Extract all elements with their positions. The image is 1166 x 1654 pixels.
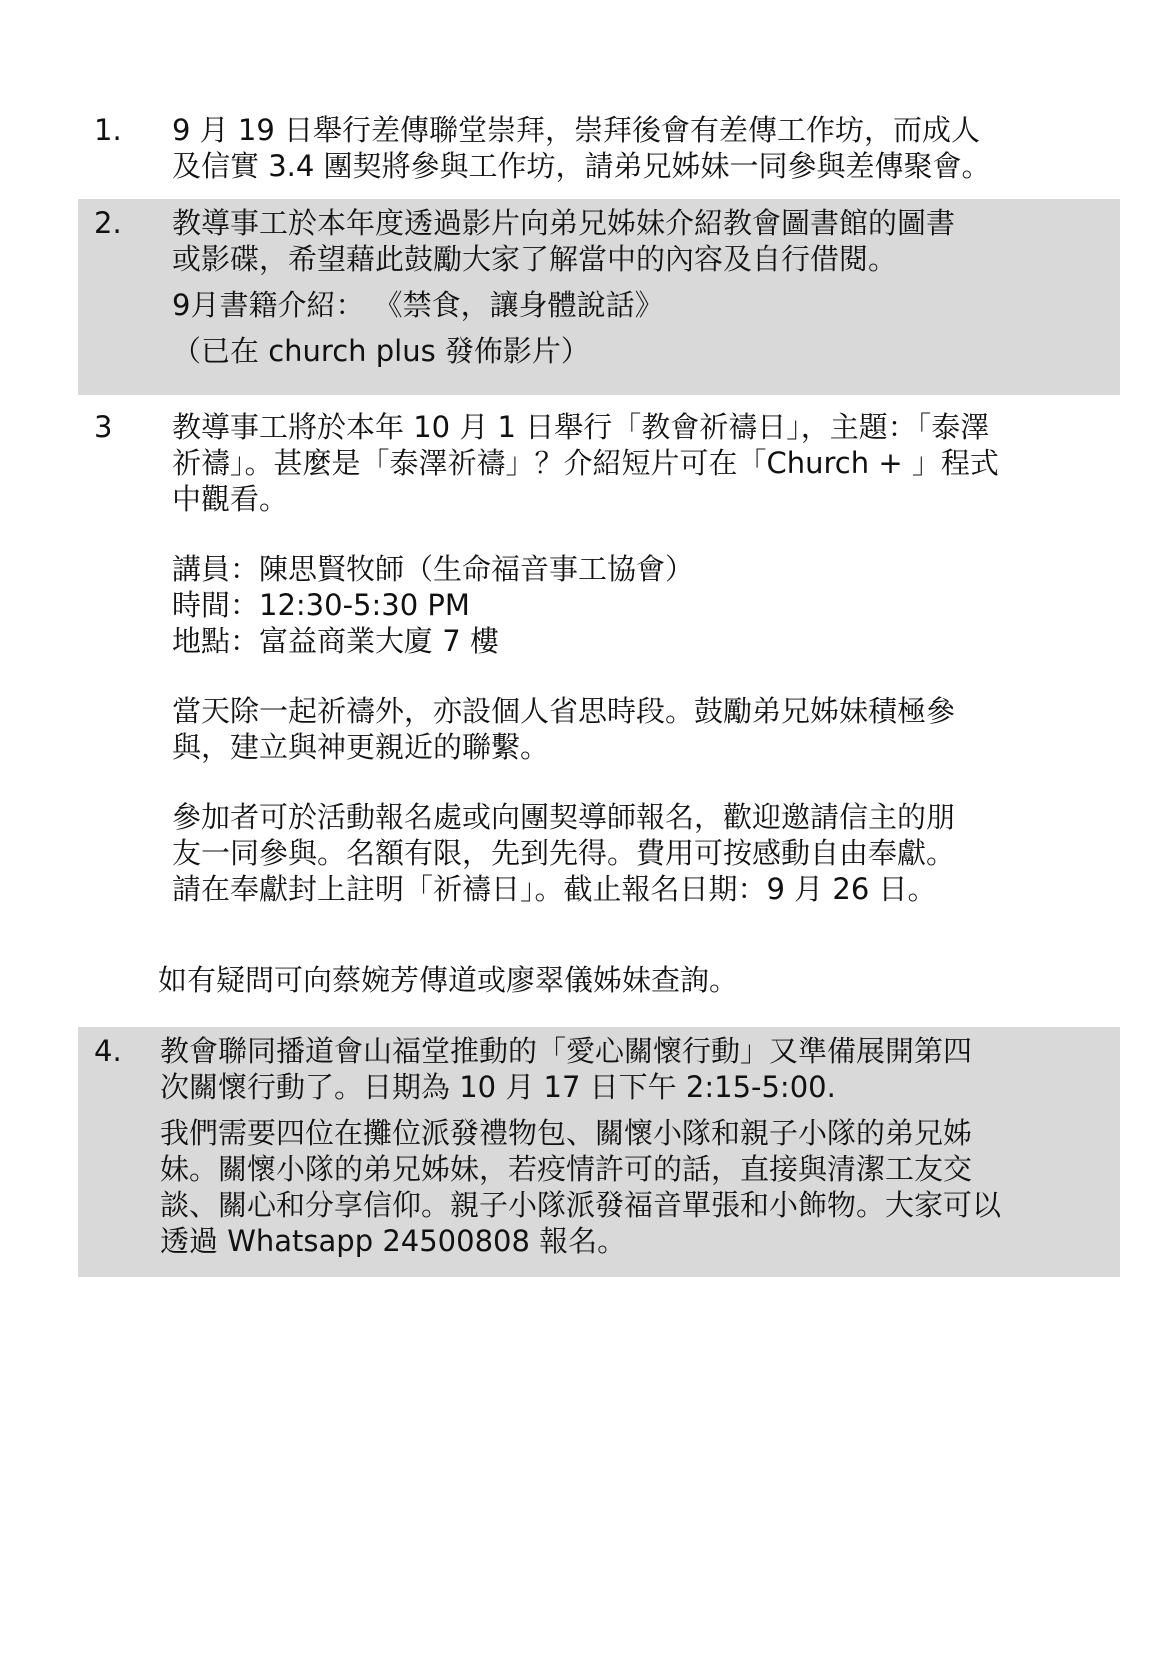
speaker-detail: 講員：陳思賢牧師（生命福音事工協會） <box>172 552 695 586</box>
item-text-line: 透過 Whatsapp 24500808 報名。 <box>160 1224 627 1258</box>
notice-item-4 <box>78 1027 1120 1277</box>
item-text-line: 教會聯同播道會山福堂推動的「愛心關懷行動」又準備展開第四 <box>160 1034 973 1068</box>
item-text-line: 請在奉獻封上註明「祈禱日」。截止報名日期：9 月 26 日。 <box>172 872 937 906</box>
item-text-line: 祈禱」。甚麼是「泰澤祈禱」？介紹短片可在「Church + 」程式 <box>172 446 999 480</box>
item-text-line: 與，建立與神更親近的聯繫。 <box>172 730 550 764</box>
item-text-line: 當天除一起祈禱外，亦設個人省思時段。鼓勵弟兄姊妹積極參 <box>172 694 956 728</box>
item-text-line: 中觀看。 <box>172 482 289 516</box>
notice-item-2 <box>78 199 1120 395</box>
item-text-line: 我們需要四位在攤位派發禮物包、關懷小隊和親子小隊的弟兄姊 <box>160 1116 973 1150</box>
video-note: （已在 church plus 發佈影片） <box>172 334 590 368</box>
item-number: 3 <box>94 410 113 444</box>
item-number: 2. <box>94 206 122 240</box>
notice-item-3 <box>78 405 1120 905</box>
item-number: 4. <box>94 1034 122 1068</box>
item-text-line: 教導事工將於本年 10 月 1 日舉行「教會祈禱日」，主題：「泰澤 <box>172 410 990 444</box>
contact-note: 如有疑問可向蔡婉芳傳道或廖翠儀姊妹查詢。 <box>158 963 739 997</box>
item-text-line: 教導事工於本年度透過影片向弟兄姊妹介紹教會圖書館的圖書 <box>172 206 956 240</box>
item-text-line: 參加者可於活動報名處或向團契導師報名，歡迎邀請信主的朋 <box>172 800 956 834</box>
notice-item-1 <box>78 110 1120 190</box>
time-detail: 時間：12:30-5:30 PM <box>172 588 470 622</box>
venue-detail: 地點：富益商業大廈 7 樓 <box>172 624 499 658</box>
item-text-line: 次關懷行動了。日期為 10 月 17 日下午 2:15-5:00. <box>160 1070 836 1104</box>
item-number: 1. <box>94 113 122 147</box>
item-text-line: 或影碟，希望藉此鼓勵大家了解當中的內容及自行借閱。 <box>172 242 898 276</box>
item-text-line: 談、關心和分享信仰。親子小隊派發福音單張和小飾物。大家可以 <box>160 1188 1002 1222</box>
item-text-line: 及信實 3.4 團契將參與工作坊，請弟兄姊妹一同參與差傳聚會。 <box>172 149 991 183</box>
item-text-line: 妹。關懷小隊的弟兄姊妹，若疫情許可的話，直接與清潔工友交 <box>160 1152 973 1186</box>
item-text-line: 9 月 19 日舉行差傳聯堂崇拜，崇拜後會有差傳工作坊，而成人 <box>172 113 981 147</box>
book-intro: 9月書籍介紹： 《禁食，讓身體說話》 <box>172 288 664 322</box>
item-text-line: 友一同參與。名額有限，先到先得。費用可按感動自由奉獻。 <box>172 836 956 870</box>
